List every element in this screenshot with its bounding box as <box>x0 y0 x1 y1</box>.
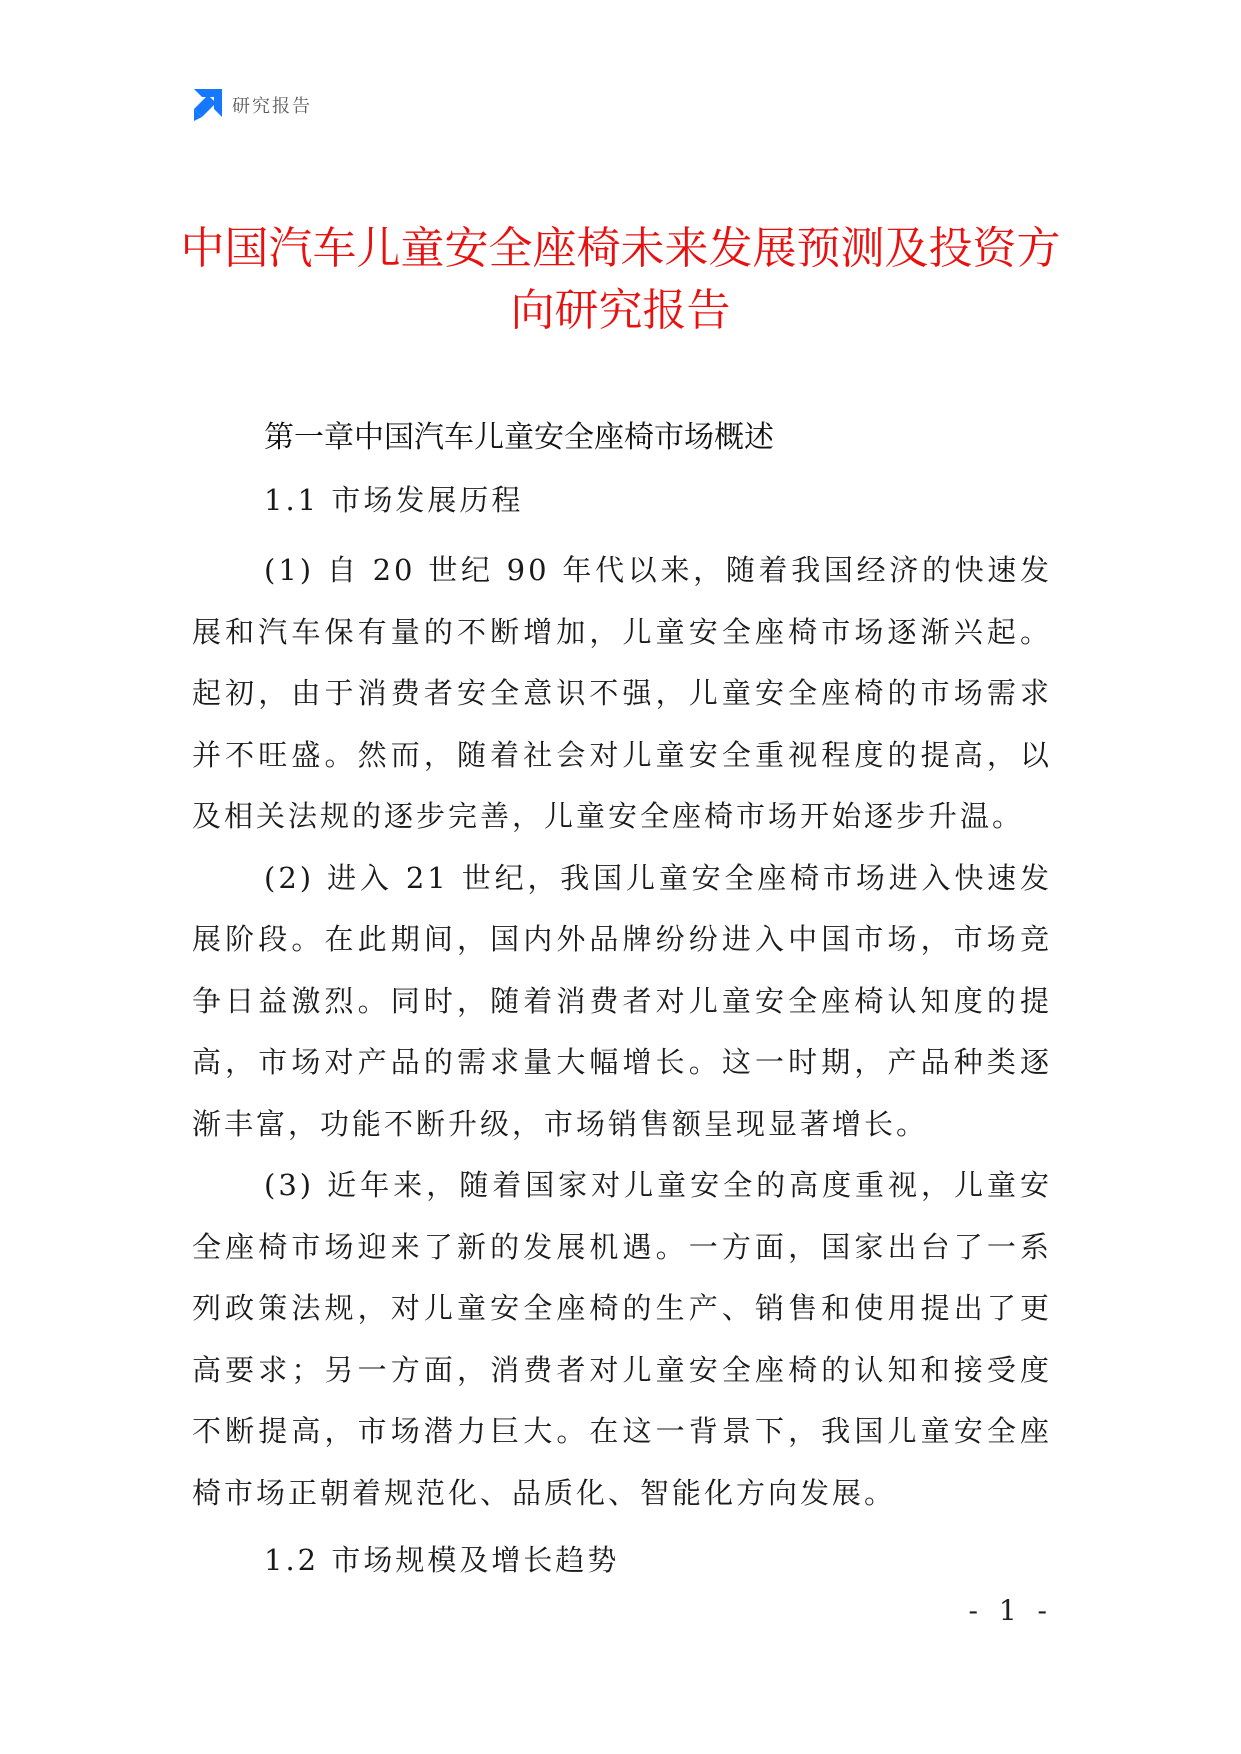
section-heading: 1.2 市场规模及增长趋势 <box>264 1543 620 1577</box>
section-heading: 1.1 市场发展历程 <box>264 483 524 517</box>
page-title: 中国汽车儿童安全座椅未来发展预测及投资方向研究报告 <box>180 223 1061 336</box>
paragraph: (1) 自 20 世纪 90 年代以来，随着我国经济的快速发展和汽车保有量的不断增加，儿童安全座椅市场逐渐兴起。起初，由于消费者安全意识不强，儿童安全座椅的市场需求并不旺盛。然而，随着社会对儿童安全重视程度的提高，以及相关法规的逐步完善，儿童安全座椅市场开始逐步升温。 <box>192 553 1052 833</box>
header-label: 研究报告 <box>232 96 312 117</box>
arrow-logo-icon <box>190 89 222 121</box>
page-number: - 1 - <box>968 1594 1053 1627</box>
report-header <box>190 88 312 122</box>
paragraph: (2) 进入 21 世纪，我国儿童安全座椅市场进入快速发展阶段。在此期间，国内外品牌纷纷进入中国市场，市场竞争日益激烈。同时，随着消费者对儿童安全座椅认知度的提高，市场对产品的需求量大幅增长。这一时期，产品种类逐渐丰富，功能不断升级，市场销售额呈现显著增长。 <box>192 860 1052 1141</box>
paragraph: (3) 近年来，随着国家对儿童安全的高度重视，儿童安全座椅市场迎来了新的发展机遇。一方面，国家出台了一系列政策法规，对儿童安全座椅的生产、销售和使用提出了更高要求；另一方面，消费者对儿童安全座椅的认知和接受度不断提高，市场潜力巨大。在这一背景下，我国儿童安全座椅市场正朝着规范化、品质化、智能化方向发展。 <box>192 1168 1052 1510</box>
chapter-heading: 第一章中国汽车儿童安全座椅市场概述 <box>264 420 774 455</box>
document-body <box>192 418 1052 1582</box>
